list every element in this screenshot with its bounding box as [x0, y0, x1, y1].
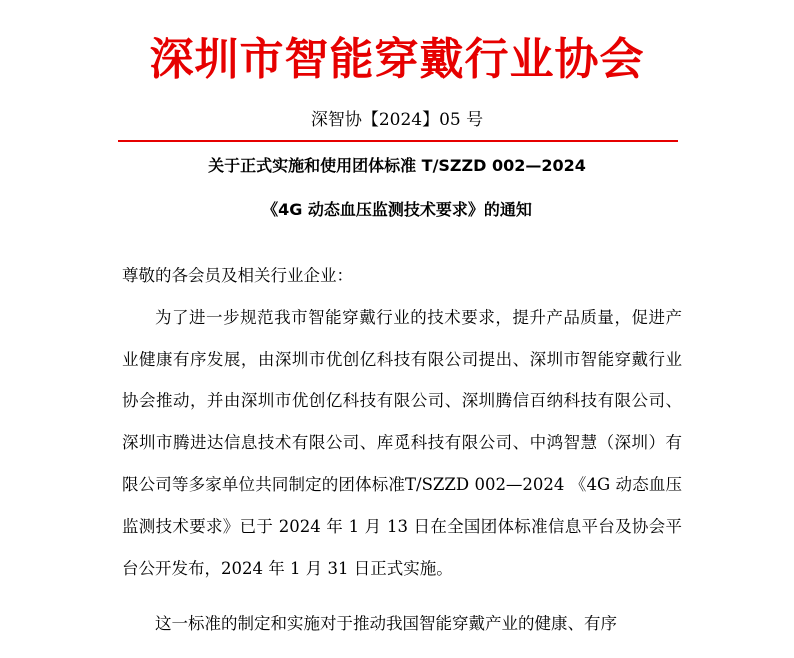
body-paragraph-1: 为了进一步规范我市智能穿戴行业的技术要求，提升产品质量，促进产业健康有序发展，由深圳市优创亿科技有限公司提出、深圳市智能穿戴行业协会推动，并由深圳市优创亿科技有限公司、深圳腾信百纳科技有限公司、深圳市腾进达信息技术有限公司、库觅科技有限公司、中鸿智慧（深圳）有限公司等多家单位共同制定的团体标准T/SZZD 002—2024 《4G 动态血压监测技术要求》已于 2024 年 1 月 13 日在全国团体标准信息平台及协会平台公开发布，2024 年 1 月 31 日正式实施。: [122, 307, 682, 578]
notice-title-line-1: 关于正式实施和使用团体标准 T/SZZD 002—2024: [208, 156, 586, 175]
document-number: 深智协【2024】05 号: [310, 110, 484, 130]
document-body: [122, 255, 682, 645]
notice-title-line-2: 《4G 动态血压监测技术要求》的通知: [262, 200, 532, 219]
header-divider: [118, 140, 678, 142]
body-paragraph-2: 这一标准的制定和实施对于推动我国智能穿戴产业的健康、有序: [155, 614, 617, 634]
salutation: 尊敬的各会员及相关行业企业：: [122, 266, 353, 285]
organization-header: 深圳市智能穿戴行业协会: [149, 34, 645, 85]
